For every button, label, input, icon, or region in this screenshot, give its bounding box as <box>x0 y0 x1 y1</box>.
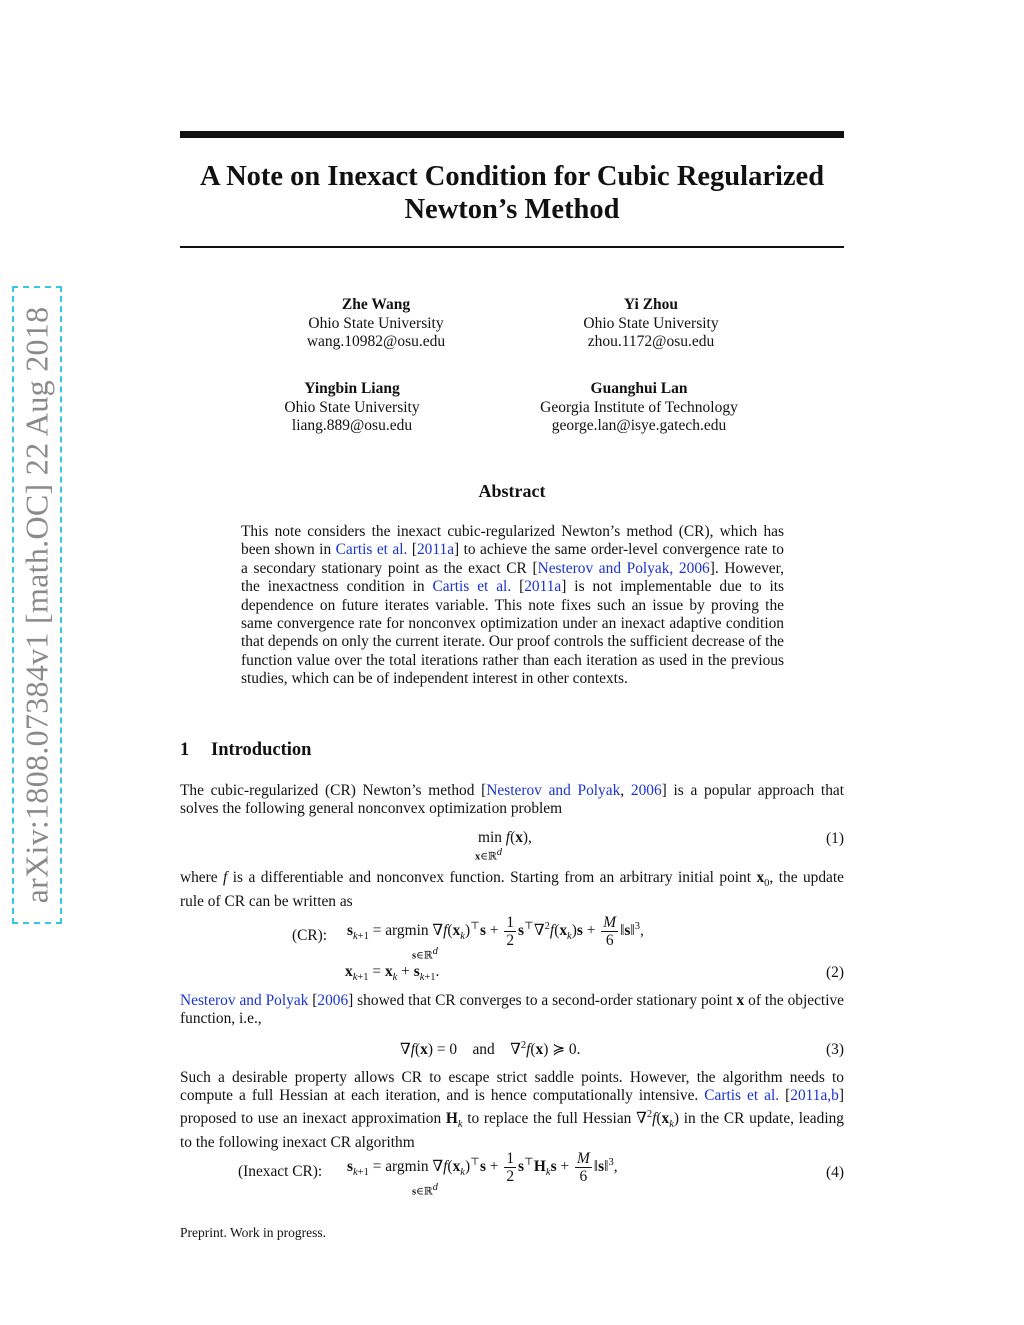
body-text: in the CR update, leading to the following inexact CR algorithm <box>180 1109 845 1152</box>
equation-2-subscript: s∈ℝ$^d$ <box>412 946 438 962</box>
citation-link[interactable]: Nesterov and Polyak <box>486 782 621 799</box>
author-email[interactable]: wang.10982@osu.edu <box>306 333 446 350</box>
equation-and: and <box>472 1041 495 1059</box>
equation-4: $s_{k+1} = argmin$ $\nabla f(x_k)^⊤s$ + $\frac{1}{2}$ $s^⊤H_ks$ + $\frac{M}{6}$ ‖s‖$^3$, <box>347 1150 618 1185</box>
equation-number: (2) <box>826 964 844 981</box>
equation-number: (3) <box>826 1041 844 1058</box>
abstract-text: [ <box>511 578 525 596</box>
section-title: Introduction <box>211 740 312 760</box>
math-inline: x <box>736 992 745 1009</box>
citation-link[interactable]: Nesterov and Polyak <box>180 992 309 1009</box>
body-text: ] showed that CR converges to a second-order stationary point <box>348 992 737 1009</box>
author-email[interactable]: george.lan@isye.gatech.edu <box>551 417 727 434</box>
equation-number: (4) <box>826 1164 844 1181</box>
body-text: Such a desirable property allows CR to escape strict saddle points. However, the algorithm needs to compute a full Hessian at each iteration, and is hence computationally intensive. <box>180 1069 844 1105</box>
author-affiliation: Ohio State University <box>308 314 444 332</box>
body-text: of the objective function, i.e., <box>180 992 844 1028</box>
citation-year-link[interactable]: 2006 <box>317 992 349 1009</box>
citation-link[interactable]: Cartis et al. <box>335 541 408 559</box>
math-inline: $\nabla^2f(x_k)$ <box>636 1108 679 1131</box>
author-name: Zhe Wang <box>341 296 411 313</box>
equation-2-line2: $x_{k+1} = x_k + s_{k+1}$. <box>345 963 440 984</box>
math-inline: x <box>756 869 765 886</box>
citation-link[interactable]: Nesterov and Polyak, 2006 <box>537 559 710 577</box>
author-affiliation: Ohio State University <box>583 314 719 332</box>
arxiv-stamp[interactable]: arXiv:1808.07384v1 [math.OC] 22 Aug 2018 <box>18 306 55 904</box>
body-text: to replace the full Hessian <box>462 1109 637 1127</box>
equation-1-subscript: x∈ℝ$^d$ <box>475 847 502 863</box>
equation-3: ∇f(x) = 0 and ∇$^2$f(x) ≽ 0. <box>400 1040 581 1059</box>
citation-year-link[interactable]: 2011a <box>416 541 455 559</box>
body-text: ] proposed to use an inexact approximation <box>180 1087 844 1127</box>
author-affiliation: Georgia Institute of Technology <box>540 398 738 416</box>
abstract-text: [ <box>407 541 417 559</box>
footer-note: Preprint. Work in progress. <box>180 1225 327 1240</box>
body-text: , the update rule of CR can be written as <box>180 869 844 911</box>
equation-number: (1) <box>826 830 844 847</box>
author-block <box>222 380 482 436</box>
intro-paragraph <box>180 869 844 912</box>
equation-1: min f(x), <box>478 829 532 846</box>
intro-paragraph <box>180 782 844 819</box>
author-affiliation: Ohio State University <box>284 398 420 416</box>
body-text: The cubic-regularized (CR) Newton’s method [ <box>180 782 487 799</box>
author-block <box>521 296 781 352</box>
citation-year-link[interactable]: 2011a,b <box>790 1087 839 1105</box>
body-text: is a differentiable and nonconvex function. Starting from an arbitrary initial point <box>227 869 757 886</box>
author-name: Yi Zhou <box>623 296 679 313</box>
abstract-body <box>241 523 784 689</box>
author-email[interactable]: zhou.1172@osu.edu <box>587 333 715 350</box>
equation-4-label: (Inexact CR): <box>238 1163 323 1180</box>
body-text: ] is a popular approach that solves the following general nonconvex optimization problem <box>180 782 845 818</box>
abstract-heading: Abstract <box>478 481 546 501</box>
citation-year-link[interactable]: 2006 <box>630 782 662 799</box>
equation-2-label: (CR): <box>292 927 328 944</box>
intro-paragraph: Such a desirable property allows CR to escape strict saddle points. However, the algorithm needs to compute a full Hessian at each iteration, and is hence computationally intensive. Cartis et al. [2011a,b] proposed to use an inexact approximation $H_k$ to replace the full Hessian $\nabla^2f(x_k)$ in the CR update, leading to the following inexact CR algorithm <box>180 1069 845 1152</box>
abstract-text: ] is not implementable due to its dependence on future iterates variable. This note fixes such an issue by proving the same convergence rate for nonconvex optimization under an inexact adaptive condition that depends on only the current iterate. Our proof controls the sufficient decrease of the function value over the total iterations rather than each iteration as used in the previous studies, which can be of independent interest in other contexts. <box>241 578 784 688</box>
author-block <box>246 296 506 352</box>
title-top-rule <box>180 131 844 138</box>
intro-paragraph: Nesterov and Polyak [2006] showed that CR converges to a second-order stationary point x of the objective function, i.e., <box>180 992 844 1028</box>
body-text: , <box>620 782 631 799</box>
section-number: 1 <box>180 740 190 760</box>
author-block <box>509 380 769 436</box>
math-inline: f <box>223 869 228 886</box>
equation-4-subscript: s∈ℝ$^d$ <box>412 1182 438 1198</box>
equation-2-line1: $s_{k+1} = argmin$ $\nabla f(x_k)^⊤s$ + $\frac{1}{2}$ $s^⊤\nabla^2f(x_k)s$ + $\frac{M}{6}$ ‖s‖$^3$, <box>347 914 644 949</box>
citation-year-link[interactable]: 2011a <box>524 578 562 596</box>
abstract-text: This note considers the inexact cubic-regularized Newton’s method (CR), which has been shown in <box>241 523 784 559</box>
title-bottom-rule <box>180 246 844 248</box>
author-name: Guanghui Lan <box>590 380 688 397</box>
paper-title: A Note on Inexact Condition for Cubic Regularized Newton’s Method <box>199 161 825 225</box>
body-text: where <box>180 869 224 886</box>
section-heading <box>180 740 311 761</box>
citation-link[interactable]: Cartis et al. <box>432 578 512 596</box>
author-email[interactable]: liang.889@osu.edu <box>291 417 413 434</box>
author-name: Yingbin Liang <box>304 380 400 397</box>
citation-link[interactable]: Cartis et al. <box>704 1087 780 1105</box>
abstract-text: ]. However, the inexactness condition in <box>241 559 784 596</box>
abstract-text: ] to achieve the same order-level convergence rate to a secondary stationary point as the exact CR [ <box>241 541 784 577</box>
math-inline: k <box>457 1119 463 1131</box>
math-inline: H <box>445 1109 458 1127</box>
math-inline: 0 <box>764 878 770 890</box>
